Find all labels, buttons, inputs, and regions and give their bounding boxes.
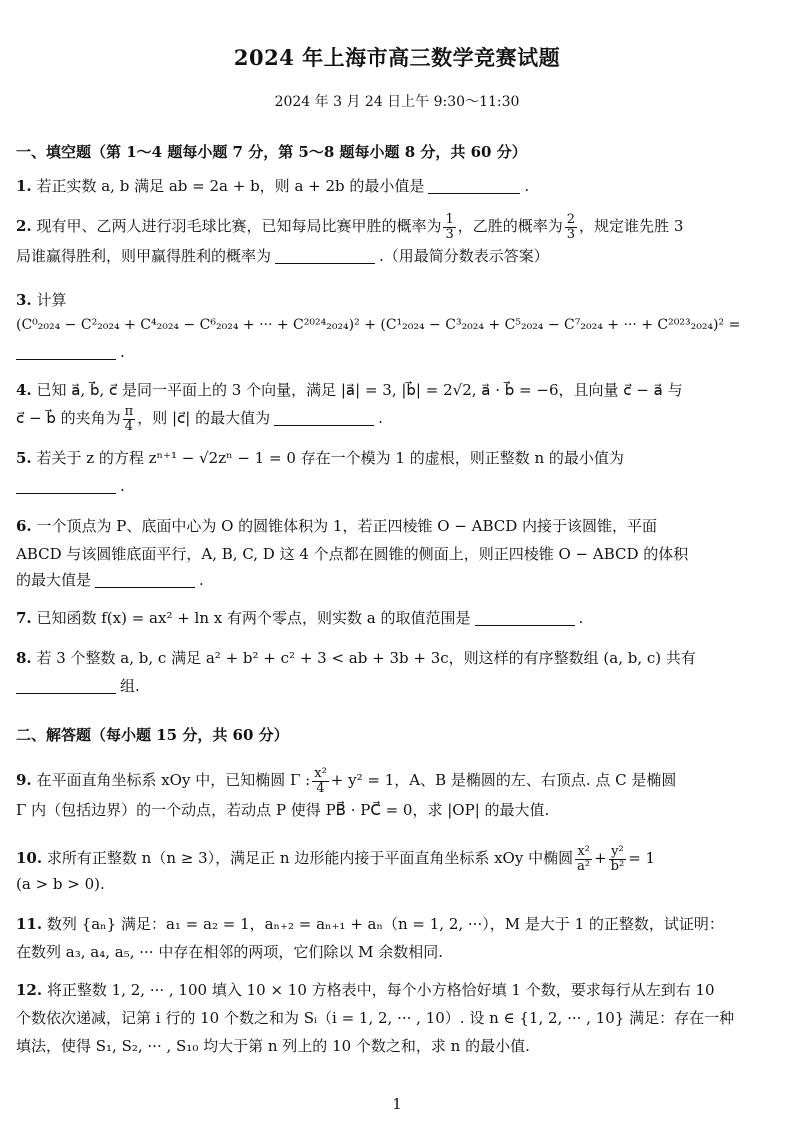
question-6 [16,512,780,540]
question-text: + [594,849,607,867]
question-3-line-3 [16,338,780,366]
question-5 [16,444,780,472]
question-6-line-2: ABCD 与该圆锥底面平行，A, B, C, D 这 4 个点都在圆锥的侧面上，则正四棱锥 O − ABCD 的体积 [16,545,689,563]
question-2-line-2 [16,242,780,270]
question-text: 一个顶点为 P、底面中心为 O 的圆锥体积为 1，若正四棱锥 O − ABCD 内接于该圆锥，平面 [36,517,658,535]
question-12 [16,976,780,1004]
question-number: 2. [16,217,32,235]
question-text: . [524,177,530,195]
question-text: 将正整数 1, 2, ··· , 100 填入 10 × 10 方格表中，每个小方格恰好填 1 个数，要求每行从左到右 10 [46,981,715,999]
question-number: 4. [16,381,32,399]
question-text: 若正实数 a, b 满足 ab = 2a + b，则 a + 2b 的最小值是 [36,177,425,195]
section-fill-in-heading: 一、填空题（第 1～4 题每小题 7 分，第 5～8 题每小题 8 分，共 60 分） [16,143,527,161]
answer-blank[interactable] [275,247,375,264]
question-3 [16,286,780,314]
page-number: 1 [392,1095,402,1113]
question-8 [16,644,780,672]
question-text: 现有甲、乙两人进行羽毛球比赛，已知每局比赛甲胜的概率为 [36,217,442,235]
question-10-line-2: (a > b > 0). [16,875,105,893]
denominator: 3 [445,226,454,242]
answer-blank[interactable] [16,477,116,494]
question-4-line-2 [16,404,780,434]
fraction [565,213,577,242]
page-title: 2024 年上海市高三数学竞赛试题 [233,45,561,70]
question-text: 在平面直角坐标系 xOy 中，已知椭圆 Γ : [36,771,311,789]
question-8-line-2 [16,672,780,700]
answer-blank[interactable] [95,571,195,588]
question-9-line-2: Γ 内（包括边界）的一个动点，若动点 P 使得 PB⃗ · PC⃗ = 0，求 |OP| 的最大值. [16,801,550,819]
question-11-line-2: 在数列 a₃, a₄, a₅, ··· 中存在相邻的两项，它们除以 M 余数相同. [16,943,443,961]
question-text: + y² = 1，A、B 是椭圆的左、右顶点. 点 C 是椭圆 [330,771,677,789]
question-text: .（用最简分数表示答案） [379,247,549,265]
question-text: . [378,409,383,427]
denominator: 3 [566,226,576,242]
fraction [443,213,455,242]
denominator: 4 [316,780,325,796]
question-text: ，规定谁先胜 3 [579,217,684,235]
answer-blank[interactable] [16,677,116,694]
question-number: 12. [16,981,43,999]
question-text: . [120,477,125,495]
numerator: y² [611,843,624,859]
question-text: 求所有正整数 n（n ≥ 3），满足正 n 边形能内接于平面直角坐标系 xOy 中椭圆 [46,849,574,867]
numerator: π [124,403,134,419]
question-text: 已知函数 f(x) = ax² + ln x 有两个零点，则实数 a 的取值范围是 [36,609,471,627]
question-text: 若关于 z 的方程 zⁿ⁺¹ − √2zⁿ − 1 = 0 存在一个模为 1 的虚根，则正整数 n 的最小值为 [36,449,624,467]
question-text: . [199,571,204,589]
question-text: 的最大值是 [16,571,92,589]
answer-blank[interactable] [428,177,520,194]
exam-time: 2024 年 3 月 24 日上午 9:30～11:30 [274,94,520,110]
question-text: ，乙胜的概率为 [457,217,563,235]
answer-blank[interactable] [475,609,575,626]
numerator: x² [314,765,327,781]
question-7 [16,604,780,632]
question-number: 6. [16,517,32,535]
denominator: a² [577,858,591,874]
question-2 [16,212,780,242]
question-text: c⃗ − b⃗ 的夹角为 [16,409,121,427]
question-number: 8. [16,649,32,667]
question-12-line-3: 填法，使得 S₁, S₂, ··· , S₁₀ 均大于第 n 列上的 10 个数之和，求 n 的最小值. [16,1037,530,1055]
question-3-expression: (C⁰₂₀₂₄ − C²₂₀₂₄ + C⁴₂₀₂₄ − C⁶₂₀₂₄ + ··· + C²⁰²⁴₂₀₂₄)² + (C¹₂₀₂₄ − C³₂₀₂₄ + C⁵₂₀₂₄ − C⁷₂₀₂₄ + ··· + C²⁰²³₂₀₂₄)² = [16,317,741,333]
numerator: 2 [566,211,576,227]
question-6-line-3 [16,566,780,594]
question-number: 9. [16,771,32,789]
question-9 [16,766,780,796]
question-text: 组. [120,677,140,695]
section-solutions-heading: 二、解答题（每小题 15 分，共 60 分） [16,726,289,744]
question-number: 10. [16,849,43,867]
question-number: 7. [16,609,32,627]
question-number: 1. [16,177,32,195]
question-text: . [578,609,584,627]
question-5-line-2 [16,472,780,500]
question-text: 已知 a⃗, b⃗, c⃗ 是同一平面上的 3 个向量，满足 |a⃗| = 3, |b⃗| = 2√2, a⃗ · b⃗ = −6，且向量 c⃗ − a⃗ 与 [36,381,683,399]
question-text: 数列 {aₙ} 满足：a₁ = a₂ = 1，aₙ₊₂ = aₙ₊₁ + aₙ（n = 1, 2, ···），M 是大于 1 的正整数，试证明： [46,915,724,933]
question-11 [16,910,780,938]
question-text: ，则 |c⃗| 的最大值为 [137,409,271,427]
numerator: x² [577,843,590,859]
question-number: 3. [16,291,32,309]
question-1 [16,172,780,200]
denominator: 4 [124,418,134,434]
numerator: 1 [445,211,454,227]
answer-blank[interactable] [274,409,374,426]
question-text: 计算 [36,291,67,309]
answer-blank[interactable] [16,343,116,360]
fraction [312,767,329,796]
denominator: b² [610,858,625,874]
question-text: . [120,343,125,361]
question-text: = 1 [628,849,656,867]
question-number: 11. [16,915,43,933]
question-4 [16,376,780,404]
question-text: 若 3 个整数 a, b, c 满足 a² + b² + c² + 3 < ab + 3b + 3c，则这样的有序整数组 (a, b, c) 共有 [36,649,696,667]
question-12-line-2: 个数依次递减，记第 i 行的 10 个数之和为 Sᵢ（i = 1, 2, ··· , 10）. 设 n ∈ {1, 2, ··· , 10} 满足：存在一种 [16,1009,735,1027]
question-text: 局谁赢得胜利，则甲赢得胜利的概率为 [16,247,272,265]
question-number: 5. [16,449,32,467]
fraction [123,405,136,434]
